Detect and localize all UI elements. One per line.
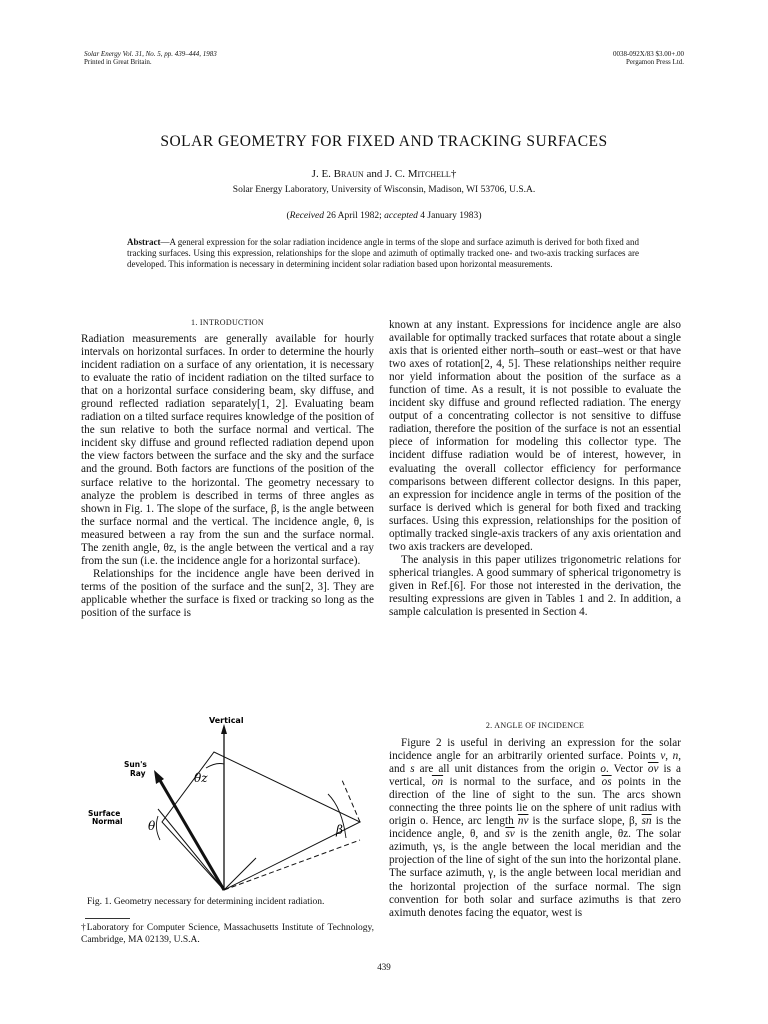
author1-initials: J. E. xyxy=(311,168,334,180)
author2-surname: Mitchell xyxy=(407,168,451,180)
author2-initials: J. C. xyxy=(385,168,408,180)
authors-and: and xyxy=(363,168,386,180)
abstract-label: Abstract xyxy=(127,237,161,247)
section2-heading: 2. ANGLE OF INCIDENCE xyxy=(485,721,585,730)
figure-caption: Fig. 1. Geometry necessary for determining incident radiation. xyxy=(87,897,325,907)
theta-label: θ xyxy=(148,819,156,833)
accepted-date: 4 January 1983 xyxy=(417,211,479,221)
projection-line xyxy=(224,858,256,890)
vertical-label: Vertical xyxy=(209,716,244,725)
right-column-top xyxy=(389,319,681,619)
theta-z-label: θz xyxy=(194,771,208,785)
paren-close: ) xyxy=(478,211,482,221)
journal-header xyxy=(84,50,217,66)
intro-paragraph-1: Radiation measurements are generally available for hourly intervals on horizontal surfaces. In order to determine the hourly incident radiation on a surface of any orientation, it is necessary to evaluate the ratio of incident radiation on the tilted surface to that on a horizontal surface considering beam, sky diffuse, and ground reflected radiation separately[1, 2]. Evaluating beam radiation on a tilted surface requires knowledge of the position of the sun relative to both the surface normal and vertical. The incident sky diffuse and ground reflected radiation depend upon the view factors between the surface and the sky and the surface and the ground. Both factors are functions of the position of the surface relative to the horizontal. The geometry necessary to analyze the problem is described in terms of three angles as shown in Fig. 1. The slope of the surface, β, is the angle between the surface normal and the vertical. The incidence angle, θ, is measured between a ray from the sun and the surface normal. The zenith angle, θz, is the angle between the vertical and a ray from the sun (i.e. the incidence angle for a horizontal surface). xyxy=(81,333,374,567)
left-column xyxy=(81,333,374,620)
abstract xyxy=(127,237,639,270)
publisher-name: Pergamon Press Ltd. xyxy=(625,58,684,66)
paper-title: SOLAR GEOMETRY FOR FIXED AND TRACKING SURFACES xyxy=(160,133,608,150)
journal-citation: Solar Energy Vol. 31, No. 5, pp. 439–444, 1983 xyxy=(84,50,217,58)
footnote-mark: † xyxy=(450,168,457,180)
intro-paragraph-4: The analysis in this paper utilizes trigonometric relations for spherical triangles. A good summary of spherical trigonometry is given in Ref.[6]. For those not interested in the derivation, the resulting expressions are given in Tables 1 and 2. In addition, a sample calculation is presented in Section 4. xyxy=(389,553,681,619)
geometry-diagram xyxy=(84,712,374,892)
intro-paragraph-3: known at any instant. Expressions for incidence angle are also available for optimally tracked surfaces that rotate about a single axis that is oriented either north–south or east–west or that have two axes of rotation[2, 4, 5]. These relationships neither require nor yield information about the position of the surface as a function of time. As a result, it is not possible to evaluate the incident sky diffuse and ground reflected radiation. The energy output of a concentrating collector is not sensitive to diffuse radiation, therefore the position of the surface is not an essential piece of information for modeling this collector type. The incident diffuse radiation would be of interest, however, in evaluating the overall collector efficiency for performance comparisons between different collector designs. In this paper, an expression for incidence angle in terms of the position of the surface is derived which is general for both fixed and tracking surfaces. Using this expression, relationships for the position of optimally tracked single-axis trackers of any axis orientation and two axis trackers are developed. xyxy=(389,319,681,553)
dashed-edge-2 xyxy=(342,780,360,822)
surface-label: Surface xyxy=(88,809,121,818)
theta-arc xyxy=(156,816,160,840)
ray-label: Ray xyxy=(130,769,146,778)
sun-ray-arrow xyxy=(158,777,224,890)
abstract-text: —A general expression for the solar radiation incidence angle in terms of the slope and surface azimuth is derived for both fixed and tracking surfaces. Using this expression, relationships for the slope and azimuth of optimally tracked one- and two-axis tracking surfaces are developed. This information is necessary in determining incident solar radiation based upon horizontal measurements. xyxy=(127,237,639,269)
section1-heading: 1. INTRODUCTION xyxy=(191,318,264,327)
printed-in: Printed in Great Britain. xyxy=(84,58,152,66)
right-column-bottom xyxy=(389,737,681,920)
dashed-edge-1 xyxy=(224,840,360,890)
section2-paragraph: Figure 2 is useful in deriving an expression for the solar incidence angle for an arbitrarily oriented surface. Points v, n, and s are all unit distances from the origin o. Vector $\overline{ov}$ is a vertical, $\overline{on}$ is normal to the surface, and $\overline{os}$ points in the direction of the line of sight to the sun. The arcs shown connecting the three points lie on the sphere of unit radius with origin o. Hence, arc length $\overline{nv}$ is the surface slope, β, $\overline{sn}$ is the incidence angle, θ, and $\overline{sv}$ is the zenith angle, θz. The solar azimuth, γs, is the angle between the local meridian and the projection of the line of sight of the sun into the horizontal plane. The surface azimuth, γ, is the angle between local meridian and the horizontal projection of the surface normal. The sign convention for both solar and surface azimuths is that zero aximuth denotes facing the equator, west is xyxy=(389,737,682,919)
page-number: 439 xyxy=(377,962,391,972)
received-date: 26 April 1982; xyxy=(323,211,385,221)
publisher-header xyxy=(613,50,684,66)
intro-paragraph-2: Relationships for the incidence angle have been derived in terms of the position of the surface and the sun[2, 3]. They are applicable whether the surface is fixed or tracking so long as the position of the surface is xyxy=(81,567,374,619)
normal-label: Normal xyxy=(92,817,123,826)
figure-1 xyxy=(84,712,374,892)
received-dates xyxy=(0,211,768,221)
paren-open: ( xyxy=(286,211,290,221)
surface-plane xyxy=(162,752,360,890)
affiliation: Solar Energy Laboratory, University of Wisconsin, Madison, WI 53706, U.S.A. xyxy=(232,185,536,195)
author1-surname: Braun xyxy=(333,168,364,180)
accepted-label: accepted xyxy=(384,211,418,221)
vertical-arrowhead xyxy=(221,724,227,734)
suns-label: Sun's xyxy=(124,760,147,769)
footnote: †Laboratory for Computer Science, Massachusetts Institute of Technology, Cambridge, MA 02139, U.S.A. xyxy=(81,923,374,945)
received-label: Received xyxy=(289,211,324,221)
issn-code: 0038-092X/83 $3.00+.00 xyxy=(612,50,684,58)
theta-z-arc xyxy=(206,764,224,769)
surface-normal-line xyxy=(158,809,224,890)
footnote-rule xyxy=(85,918,130,919)
beta-label: β xyxy=(336,823,343,837)
authors xyxy=(0,168,768,180)
